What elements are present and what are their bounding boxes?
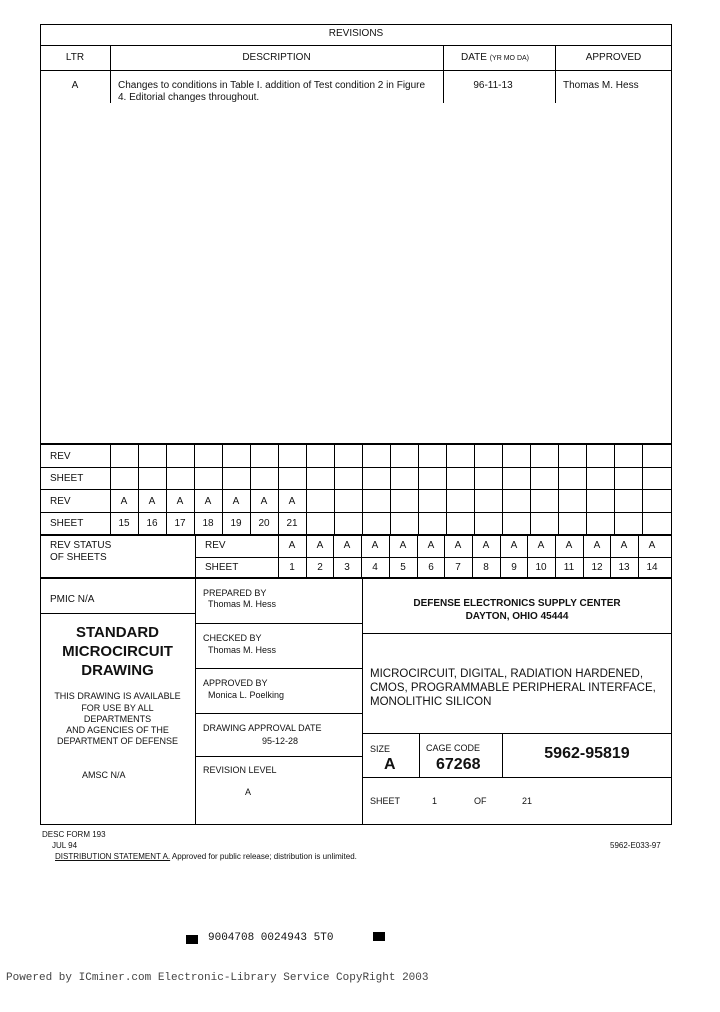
divider bbox=[40, 45, 672, 46]
revision-date: 96-11-13 bbox=[473, 80, 513, 91]
lower-rev-cell: A bbox=[565, 540, 573, 551]
revision-description-line2: 4. Editorial changes throughout. bbox=[118, 92, 260, 103]
lower-sheet-cell: 5 bbox=[400, 562, 406, 573]
divider bbox=[362, 777, 672, 778]
lower-sheet-cell: 7 bbox=[455, 562, 461, 573]
lower-sheet-cell: 1 bbox=[289, 562, 295, 573]
lower-sheet-cell: 10 bbox=[535, 562, 547, 573]
sheet-label: SHEET bbox=[370, 796, 401, 806]
lower-sheet-cell: 8 bbox=[483, 562, 489, 573]
lower-rev-cell: A bbox=[454, 540, 462, 551]
revision-level-value: A bbox=[245, 787, 252, 797]
divider bbox=[334, 444, 335, 535]
agency-line2: DAYTON, OHIO 45444 bbox=[465, 611, 569, 622]
lower-rev-cell: A bbox=[288, 540, 296, 551]
checked-name: Thomas M. Hess bbox=[208, 645, 277, 655]
lower-rev-cell: A bbox=[648, 540, 656, 551]
standard-title-line1: STANDARD bbox=[75, 624, 160, 641]
divider bbox=[390, 444, 391, 535]
revisions-title: REVISIONS bbox=[328, 28, 384, 39]
lower-rev-cell: A bbox=[371, 540, 379, 551]
revision-level-label: REVISION LEVEL bbox=[203, 765, 277, 775]
upper-sheet-cell: 21 bbox=[286, 518, 298, 529]
drawing-number: 5962-95819 bbox=[544, 745, 630, 762]
cage-code-label: CAGE CODE bbox=[426, 743, 481, 753]
lower-sheet-cell: 12 bbox=[591, 562, 603, 573]
title-line2: CMOS, PROGRAMMABLE PERIPHERAL INTERFACE, bbox=[370, 682, 656, 694]
distribution-statement bbox=[55, 852, 357, 861]
revision-approved: Thomas M. Hess bbox=[563, 80, 639, 91]
upper-row-label-rev: REV bbox=[50, 451, 71, 462]
checked-label: CHECKED BY bbox=[203, 633, 262, 643]
upper-sheet-cell: 20 bbox=[258, 518, 270, 529]
upper-row-label-sheet-2: SHEET bbox=[50, 518, 84, 529]
divider bbox=[586, 444, 587, 535]
upper-sheet-cell: 16 bbox=[146, 518, 158, 529]
upper-rev-cell: A bbox=[288, 496, 296, 507]
standard-title-line2: MICROCIRCUIT bbox=[62, 643, 173, 660]
divider bbox=[40, 613, 195, 614]
header-date bbox=[461, 52, 529, 63]
revision-ltr: A bbox=[71, 80, 79, 91]
approval-date-value: 95-12-28 bbox=[262, 736, 299, 746]
barcode-mark-left bbox=[186, 935, 198, 944]
title-line3: MONOLITHIC SILICON bbox=[370, 696, 492, 708]
lower-rev-cell: A bbox=[537, 540, 545, 551]
lower-rev-label: REV bbox=[205, 540, 226, 551]
divider bbox=[418, 444, 419, 535]
divider bbox=[419, 733, 420, 777]
upper-rev-cell: A bbox=[120, 496, 128, 507]
divider bbox=[195, 668, 362, 669]
availability-line1: THIS DRAWING IS AVAILABLE bbox=[54, 691, 181, 701]
document-code: 5962-E033-97 bbox=[610, 841, 661, 850]
header-approved: APPROVED bbox=[585, 52, 642, 63]
divider bbox=[614, 444, 615, 535]
lower-sheet-cell: 14 bbox=[646, 562, 658, 573]
lower-sheet-cell: 13 bbox=[618, 562, 630, 573]
prepared-name: Thomas M. Hess bbox=[208, 599, 277, 609]
sheet-number: 1 bbox=[432, 796, 438, 806]
divider bbox=[195, 578, 196, 825]
sheet-of-label: OF bbox=[474, 796, 487, 806]
distribution-label: DISTRIBUTION STATEMENT A. bbox=[55, 852, 171, 861]
lower-rev-cell: A bbox=[399, 540, 407, 551]
upper-rev-cell: A bbox=[204, 496, 212, 507]
rev-status-label-line2: OF SHEETS bbox=[50, 552, 107, 563]
lower-rev-cell: A bbox=[343, 540, 351, 551]
barcode-mark-right bbox=[373, 932, 385, 941]
lower-sheet-cell: 2 bbox=[317, 562, 323, 573]
lower-sheet-cell: 4 bbox=[372, 562, 378, 573]
divider bbox=[362, 444, 363, 535]
divider bbox=[362, 633, 672, 634]
barcode-text: 9004708 0024943 5T0 bbox=[208, 932, 334, 944]
divider bbox=[446, 444, 447, 535]
agency-line1: DEFENSE ELECTRONICS SUPPLY CENTER bbox=[413, 598, 621, 609]
divider bbox=[502, 444, 503, 535]
upper-rev-cell: A bbox=[232, 496, 240, 507]
upper-sheet-cell: 15 bbox=[118, 518, 130, 529]
divider bbox=[40, 70, 672, 71]
standard-title-line3: DRAWING bbox=[81, 662, 154, 679]
header-date-sub: (YR MO DA) bbox=[489, 55, 529, 62]
upper-rev-cell: A bbox=[260, 496, 268, 507]
upper-rev-cell: A bbox=[148, 496, 156, 507]
lower-rev-cell: A bbox=[510, 540, 518, 551]
amsc: AMSC N/A bbox=[82, 770, 126, 780]
approval-date-label: DRAWING APPROVAL DATE bbox=[203, 723, 322, 733]
availability-line2: FOR USE BY ALL bbox=[81, 703, 154, 713]
size-label: SIZE bbox=[370, 744, 391, 754]
availability-line3: DEPARTMENTS bbox=[83, 714, 152, 724]
divider bbox=[530, 444, 531, 535]
cage-code-value: 67268 bbox=[436, 756, 481, 773]
revision-description-line1: Changes to conditions in Table I. addition of Test condition 2 in Figure bbox=[118, 80, 426, 91]
divider bbox=[195, 713, 362, 714]
divider bbox=[195, 557, 672, 558]
header-date-label: DATE bbox=[461, 52, 487, 63]
pmic: PMIC N/A bbox=[50, 594, 95, 605]
lower-rev-cell: A bbox=[316, 540, 324, 551]
form-date: JUL 94 bbox=[52, 841, 78, 850]
approved-name: Monica L. Poelking bbox=[208, 690, 285, 700]
lower-sheet-label: SHEET bbox=[205, 562, 239, 573]
availability-line4: AND AGENCIES OF THE bbox=[66, 725, 169, 735]
approved-label: APPROVED BY bbox=[203, 678, 268, 688]
divider bbox=[195, 623, 362, 624]
title-line1: MICROCIRCUIT, DIGITAL, RADIATION HARDENED, bbox=[370, 668, 644, 680]
divider bbox=[362, 733, 672, 734]
divider bbox=[40, 467, 672, 468]
size-value: A bbox=[384, 756, 396, 773]
divider bbox=[306, 444, 307, 535]
divider bbox=[642, 444, 643, 535]
header-description: DESCRIPTION bbox=[242, 52, 311, 63]
upper-sheet-cell: 19 bbox=[230, 518, 242, 529]
availability-line5: DEPARTMENT OF DEFENSE bbox=[56, 736, 179, 746]
upper-rev-cell: A bbox=[176, 496, 184, 507]
lower-rev-cell: A bbox=[482, 540, 490, 551]
lower-rev-cell: A bbox=[593, 540, 601, 551]
lower-rev-cell: A bbox=[620, 540, 628, 551]
lower-sheet-cell: 6 bbox=[428, 562, 434, 573]
distribution-text: Approved for public release; distribution is unlimited. bbox=[171, 852, 357, 861]
rev-status-label-line1: REV STATUS bbox=[50, 540, 112, 551]
powered-by: Powered by ICminer.com Electronic-Library Service CopyRight 2003 bbox=[6, 972, 429, 984]
form-number: DESC FORM 193 bbox=[42, 830, 106, 839]
prepared-label: PREPARED BY bbox=[203, 588, 267, 598]
lower-rev-cell: A bbox=[427, 540, 435, 551]
divider bbox=[443, 45, 444, 103]
upper-sheet-cell: 17 bbox=[174, 518, 186, 529]
header-ltr: LTR bbox=[65, 52, 85, 63]
lower-sheet-cell: 11 bbox=[563, 562, 575, 573]
upper-row-label-rev-2: REV bbox=[50, 496, 71, 507]
divider bbox=[195, 756, 362, 757]
divider bbox=[558, 444, 559, 535]
upper-row-label-sheet: SHEET bbox=[50, 473, 84, 484]
lower-sheet-cell: 9 bbox=[511, 562, 517, 573]
upper-sheet-cell: 18 bbox=[202, 518, 214, 529]
lower-sheet-cell: 3 bbox=[344, 562, 350, 573]
divider bbox=[40, 489, 672, 490]
divider bbox=[40, 512, 672, 513]
divider bbox=[474, 444, 475, 535]
sheet-total: 21 bbox=[522, 796, 533, 806]
